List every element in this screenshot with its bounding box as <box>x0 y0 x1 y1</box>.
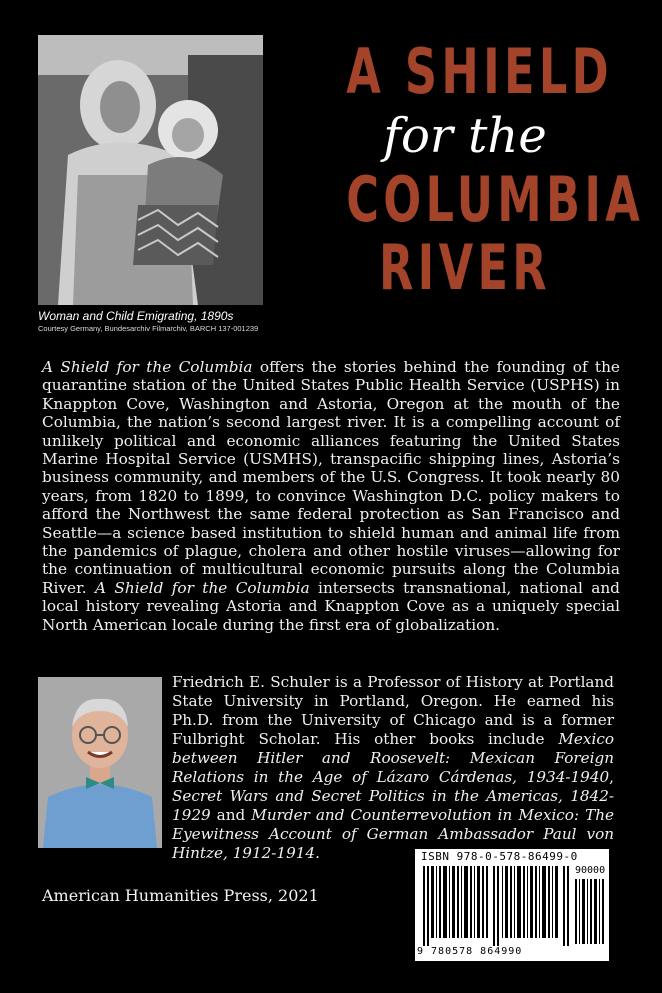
barcode-addon-bars <box>575 879 605 944</box>
barcode-bars <box>423 866 573 946</box>
bio-end: . <box>315 844 320 862</box>
title-line-3: COLUMBIA <box>346 163 645 236</box>
isbn-label: ISBN 978-0-578-86499-0 <box>421 850 578 863</box>
blurb-text-1: offers the stories behind the founding of the quarantine station of the United States Public Health Service (USPHS) in Knappton Cove, Washington and Astoria, Oregon at the mouth of the Columbia, the nation’s second largest river. It is a compelling account of unlikely political and economic alliances featuring the United States Marine Hospital Service (USMHS), transpacific shipping lines, Astoria’s business community, and members of the U.S. Congress. It took nearly 80 years, from 1820 to 1899, to convince Washington D.C. policy makers to afford the Northwest the same federal protection as San Francisco and Seattle—a science based institution to shield human and animal life from the pandemics of plague, cholera and other hostile viruses—allowing for the continuation of multicultural economic pursuits along the Columbia River. <box>42 358 620 597</box>
bio-separator-1: , <box>609 768 614 786</box>
book-title <box>300 35 645 304</box>
title-line-4: RIVER <box>378 231 551 304</box>
bio-separator-2: and <box>210 806 252 824</box>
bio-book-3: Murder and Counterrevolution in Mexico: The Eyewitness Account of German Ambassador Paul von Hintze, 1912-1914 <box>172 806 614 862</box>
isbn-barcode <box>415 849 609 961</box>
bio-intro: Friedrich E. Schuler is a Professor of History at Portland State University in Portland, Oregon. He earned his Ph.D. from the University of Chicago and is a former Fulbright Scholar. His other books include <box>172 673 614 748</box>
blurb-book-title: A Shield for the Columbia <box>42 358 253 376</box>
book-description <box>42 358 620 634</box>
blurb-book-title-2: A Shield for the Columbia <box>94 578 310 597</box>
barcode-digits: 9 780578 864990 <box>417 946 523 957</box>
blurb-text-2: intersects transnational, national and local history revealing Astoria and Knappton Cove as a uniquely special North American locale during the first era of globalization. <box>42 578 620 634</box>
bio-book-1: Mexico between Hitler and Roosevelt: Mexican Foreign Relations in the Age of Lázaro Cárdenas, 1934-1940 <box>172 730 614 786</box>
bio-book-2: Secret Wars and Secret Politics in the Americas, 1842-1929 <box>172 787 614 824</box>
cover-archival-photo <box>38 35 263 305</box>
barcode-addon-digits: 90000 <box>575 865 606 876</box>
photo-caption: Woman and Child Emigrating, 1890s <box>38 309 234 323</box>
author-bio <box>172 673 614 863</box>
title-line-2: for the <box>383 108 547 164</box>
title-line-1: A SHIELD <box>346 35 613 108</box>
author-photo <box>38 677 162 848</box>
photo-credit: Courtesy Germany, Bundesarchiv Filmarchiv, BARCH 137-001239 <box>38 324 259 333</box>
publisher-line: American Humanities Press, 2021 <box>42 886 319 905</box>
